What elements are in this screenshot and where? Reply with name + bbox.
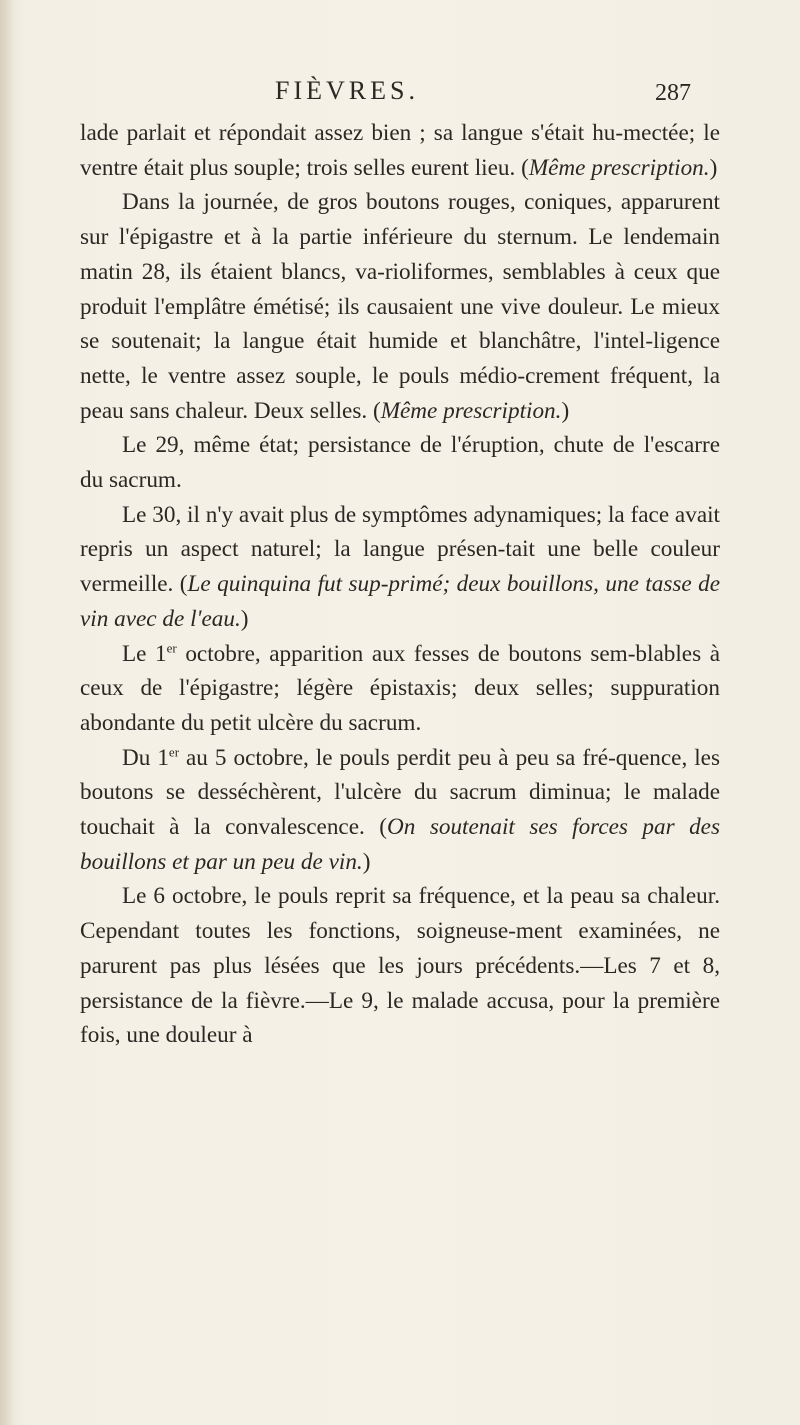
running-title: FIÈVRES.	[275, 76, 419, 105]
page-header	[0, 76, 800, 116]
paragraph-5: Le 1er octobre, apparition aux fesses de boutons sem-blables à ceux de l'épigastre; légère épistaxis; deux selles; suppuration abondante du petit ulcère du sacrum.	[80, 639, 720, 736]
paragraph-2: Dans la journée, de gros boutons rouges, coniques, apparurent sur l'épigastre et à la partie inférieure du sternum. Le lendemain matin 28, ils étaient blancs, va-rioliformes, semblables à ceux que produit l'emplâtre émétisé; ils causaient une vive douleur. Le mieux se soutenait; la langue était humide et blanchâtre, l'intel-ligence nette, le ventre assez souple, le pouls médio-crement fréquent, la peau sans chaleur. Deux selles. (Même prescription.)	[80, 189, 720, 424]
paragraph-3: Le 29, même état; persistance de l'éruption, chute de l'escarre du sacrum.	[80, 432, 720, 494]
paragraph-6: Du 1er au 5 octobre, le pouls perdit peu à peu sa fré-quence, les boutons se desséchèrent, l'ulcère du sacrum diminua; le malade touchait à la convalescence. (On soutenait ses forces par des bouillons et par un peu de vin.)	[80, 743, 720, 875]
page-number: 287	[655, 80, 691, 106]
body-text	[80, 116, 720, 1053]
paragraph-4: Le 30, il n'y avait plus de symptômes adynamiques; la face avait repris un aspect naturel; la langue présen-tait une belle couleur vermeille. (Le quinquina fut sup-primé; deux bouillons, une tasse de vin avec de l'eau.)	[80, 501, 720, 632]
paragraph-7: Le 6 octobre, le pouls reprit sa fréquence, et la peau sa chaleur. Cependant toutes les fonctions, soigneuse-ment examinées, ne parurent pas plus lésées que les jours précédents.—Les 7 et 8, persistance de la fièvre.—Le 9, le malade accusa, pour la première fois, une douleur à	[80, 883, 720, 1049]
page-gutter-shadow	[0, 0, 14, 1425]
paragraph-1: lade parlait et répondait assez bien ; sa langue s'était hu-mectée; le ventre était plus souple; trois selles eurent lieu. (Même prescription.)	[80, 120, 720, 181]
